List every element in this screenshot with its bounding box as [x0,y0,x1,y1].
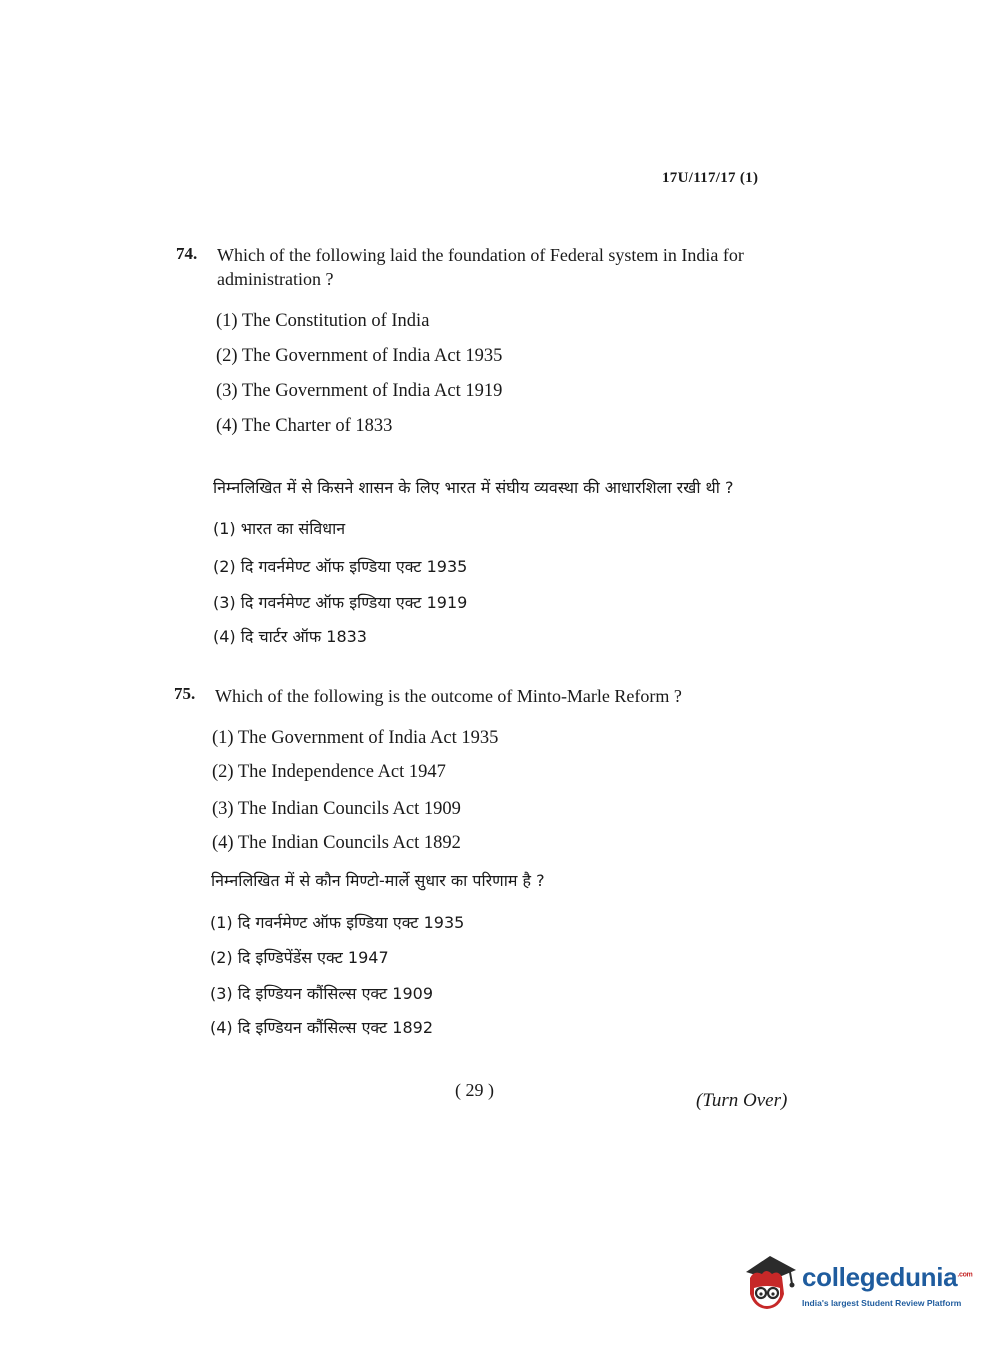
logo-suffix: .com [957,1271,973,1279]
question-text: Which of the following is the outcome of Minto-Marle Reform ? [215,686,682,706]
option-4: (4) The Indian Councils Act 1892 [212,833,461,853]
collegedunia-logo [740,1250,973,1322]
student-mascot-icon [740,1250,800,1316]
option-3: (3) The Government of India Act 1919 [216,381,503,401]
option-1-hindi: (1) दि गवर्नमेण्ट ऑफ इण्डिया एक्ट 1935 [210,913,465,932]
option-3: (3) The Indian Councils Act 1909 [212,799,461,819]
option-2-hindi: (2) दि गवर्नमेण्ट ऑफ इण्डिया एक्ट 1935 [213,557,468,576]
option-4-hindi: (4) दि इण्डियन कौंसिल्स एक्ट 1892 [210,1018,434,1037]
option-2: (2) The Government of India Act 1935 [216,346,503,366]
question-number: 74. [176,244,198,263]
option-2-hindi: (2) दि इण्डिपेंडेंस एक्ट 1947 [210,948,389,967]
question-text: Which of the following laid the foundation of Federal system in India for administration ? [217,245,744,289]
question-text-hindi: निम्नलिखित में से कौन मिण्टो-मार्ले सुधार का परिणाम है ? [211,871,545,890]
question-text-hindi: निम्नलिखित में से किसने शासन के लिए भारत में संघीय व्यवस्था की आधारशिला रखी थी ? [213,478,734,497]
logo-name: collegedunia [802,1262,958,1292]
option-1: (1) The Government of India Act 1935 [212,728,499,748]
option-1: (1) The Constitution of India [216,311,430,331]
page-number: ( 29 ) [455,1080,494,1100]
logo-tagline: India's largest Student Review Platform [802,1298,962,1308]
option-4-hindi: (4) दि चार्टर ऑफ 1833 [213,627,367,646]
turn-over-note: (Turn Over) [696,1090,788,1111]
question-number: 75. [174,684,196,703]
paper-code: 17U/117/17 (1) [662,170,759,186]
option-3-hindi: (3) दि इण्डियन कौंसिल्स एक्ट 1909 [210,984,434,1003]
option-4: (4) The Charter of 1833 [216,416,393,436]
option-3-hindi: (3) दि गवर्नमेण्ट ऑफ इण्डिया एक्ट 1919 [213,593,468,612]
option-2: (2) The Independence Act 1947 [212,762,446,782]
option-1-hindi: (1) भारत का संविधान [213,519,346,538]
